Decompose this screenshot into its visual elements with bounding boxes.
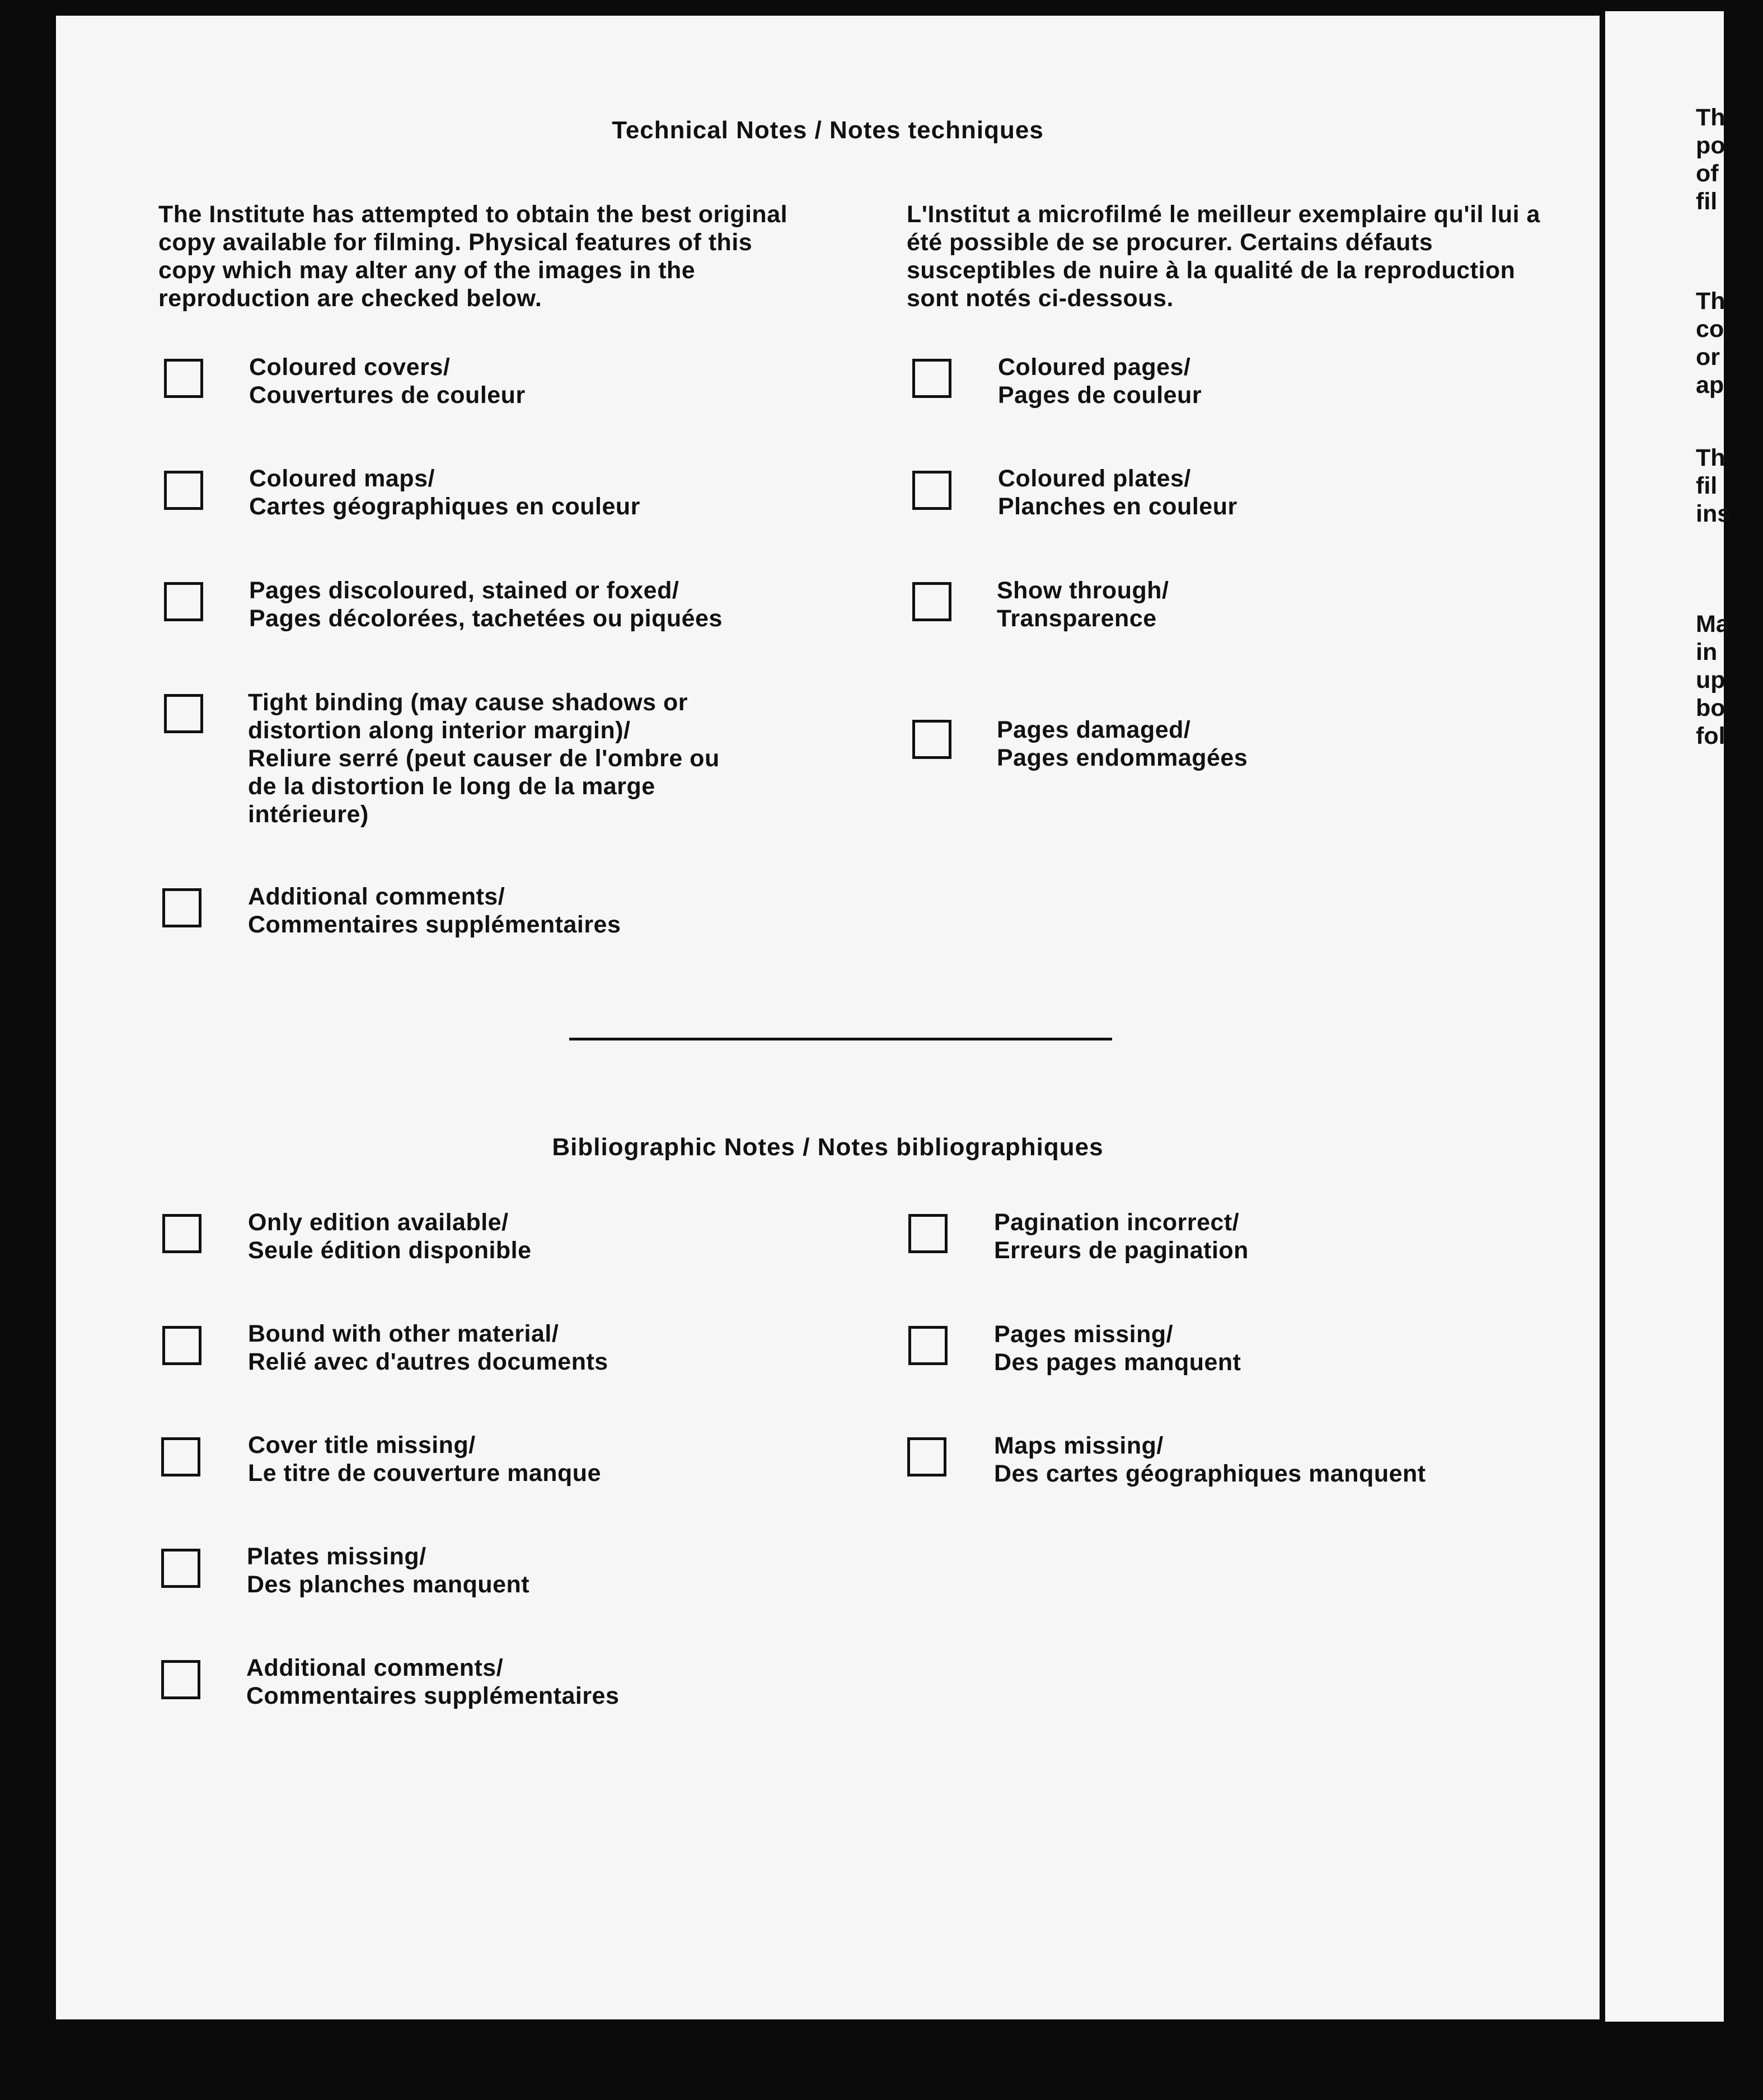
label-pages-discoloured: Pages discoloured, stained or foxed/ Pages décolorées, tachetées ou piquées xyxy=(249,577,723,632)
label-technical-additional-comments: Additional comments/ Commentaires supplémentaires xyxy=(248,883,621,938)
checkbox-cover-title-missing[interactable] xyxy=(161,1437,200,1476)
fragment-line: ap xyxy=(1696,372,1724,399)
label-coloured-pages: Coloured pages/ Pages de couleur xyxy=(998,354,1202,409)
technical-intro-french: L'Institut a microfilmé le meilleur exemplaire qu'il lui a été possible de se procurer. Certains défauts susceptibles de nuire à la qualité de la reproduction sont notés ci-dessous. xyxy=(907,201,1540,312)
checkbox-coloured-maps[interactable] xyxy=(164,471,203,510)
label-bound-with: Bound with other material/ Relié avec d'autres documents xyxy=(248,1320,608,1375)
fragment-line: po xyxy=(1696,132,1726,159)
fragment-line: Th xyxy=(1696,288,1726,315)
checkbox-coloured-pages[interactable] xyxy=(912,359,951,398)
fragment-line: fil xyxy=(1696,472,1718,499)
checkbox-maps-missing[interactable] xyxy=(907,1437,946,1476)
checkbox-technical-additional-comments[interactable] xyxy=(162,888,201,927)
checkbox-only-edition[interactable] xyxy=(162,1214,201,1253)
label-pages-damaged: Pages damaged/ Pages endommagées xyxy=(997,716,1248,771)
fragment-line: bo xyxy=(1696,695,1726,721)
section-divider xyxy=(569,1038,1112,1040)
fragment-line: fol xyxy=(1696,723,1726,749)
fragment-line: fil xyxy=(1696,188,1718,215)
technical-notes-title: Technical Notes / Notes techniques xyxy=(612,116,1044,144)
fragment-line: Th xyxy=(1696,444,1726,471)
fragment-line: ins xyxy=(1696,500,1731,527)
fragment-line: Ma xyxy=(1696,611,1729,638)
label-cover-title-missing: Cover title missing/ Le titre de couverture manque xyxy=(248,1432,601,1487)
checkbox-pages-missing[interactable] xyxy=(908,1326,948,1365)
checkbox-bound-with[interactable] xyxy=(162,1326,201,1365)
microfilm-target-page xyxy=(56,16,1600,2019)
label-maps-missing: Maps missing/ Des cartes géographiques manquent xyxy=(994,1432,1426,1487)
label-pages-missing: Pages missing/ Des pages manquent xyxy=(994,1321,1241,1376)
checkbox-show-through[interactable] xyxy=(912,582,951,621)
label-show-through: Show through/ Transparence xyxy=(997,577,1169,632)
label-coloured-maps: Coloured maps/ Cartes géographiques en couleur xyxy=(249,465,640,520)
checkbox-plates-missing[interactable] xyxy=(161,1549,200,1588)
checkbox-pagination-incorrect[interactable] xyxy=(908,1214,948,1253)
bibliographic-notes-title: Bibliographic Notes / Notes bibliographiques xyxy=(552,1133,1104,1161)
label-only-edition: Only edition available/ Seule édition disponible xyxy=(248,1209,532,1264)
label-bibliographic-additional-comments: Additional comments/ Commentaires supplémentaires xyxy=(246,1654,620,1709)
fragment-line: of xyxy=(1696,160,1719,187)
label-coloured-covers: Coloured covers/ Couvertures de couleur xyxy=(249,354,526,409)
checkbox-tight-binding[interactable] xyxy=(164,694,203,733)
checkbox-coloured-covers[interactable] xyxy=(164,359,203,398)
fragment-line: up xyxy=(1696,667,1726,693)
checkbox-pages-damaged[interactable] xyxy=(912,720,951,759)
adjacent-page-fragment xyxy=(1605,11,1731,2022)
label-coloured-plates: Coloured plates/ Planches en couleur xyxy=(998,465,1237,520)
checkbox-bibliographic-additional-comments[interactable] xyxy=(161,1660,200,1699)
checkbox-pages-discoloured[interactable] xyxy=(164,582,203,621)
checkbox-coloured-plates[interactable] xyxy=(912,471,951,510)
label-plates-missing: Plates missing/ Des planches manquent xyxy=(247,1543,530,1598)
fragment-line: or xyxy=(1696,344,1720,371)
fragment-line: Th xyxy=(1696,104,1726,131)
fragment-line: in xyxy=(1696,639,1718,665)
technical-intro-english: The Institute has attempted to obtain the best original copy available for filming. Physical features of this copy which may alter any of the images in the reproduction are checked below. xyxy=(158,201,788,312)
label-pagination-incorrect: Pagination incorrect/ Erreurs de pagination xyxy=(994,1209,1249,1264)
label-tight-binding: Tight binding (may cause shadows or distortion along interior margin)/ Reliure serré (peut causer de l'ombre ou de la distortion le long de la marge intérieure) xyxy=(248,689,720,828)
fragment-line: co xyxy=(1696,316,1724,343)
